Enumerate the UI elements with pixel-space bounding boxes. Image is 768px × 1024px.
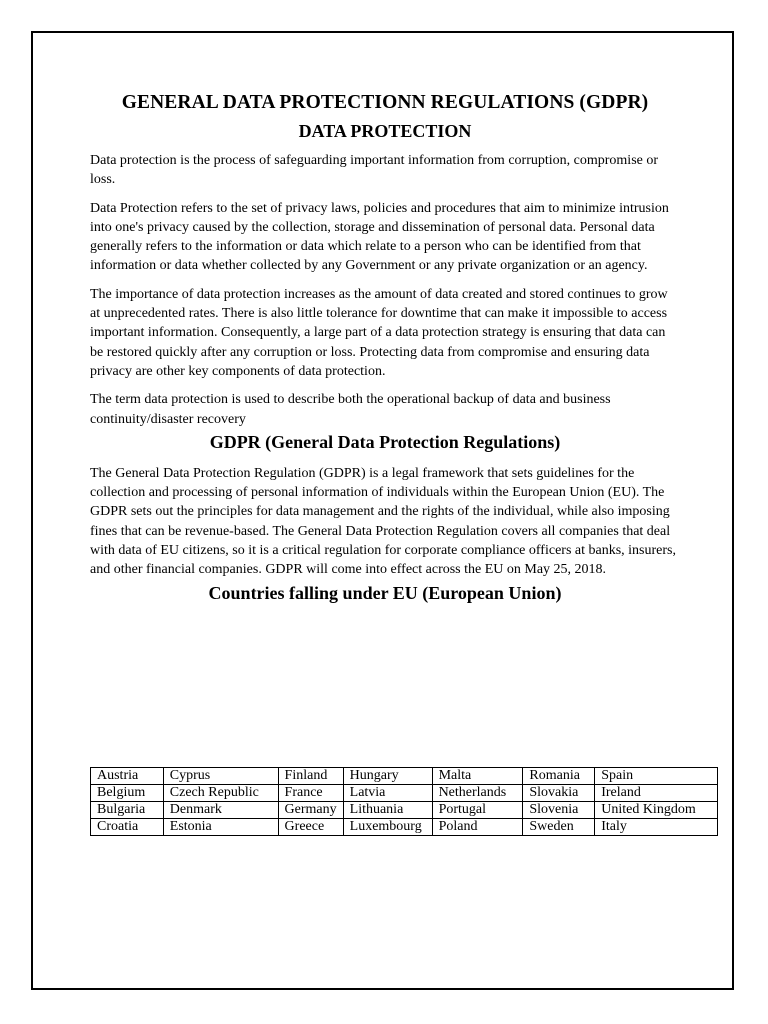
table-cell: Romania (523, 768, 595, 785)
table-cell: United Kingdom (595, 802, 718, 819)
table-cell: Lithuania (343, 802, 432, 819)
table-cell: Finland (278, 768, 343, 785)
section-heading-countries: Countries falling under EU (European Union) (208, 582, 562, 603)
table-cell: France (278, 785, 343, 802)
table-cell: Greece (278, 819, 343, 836)
table-row (91, 802, 718, 819)
table-cell: Austria (91, 768, 164, 785)
table-cell: Sweden (523, 819, 595, 836)
table-cell: Bulgaria (91, 802, 164, 819)
table-cell: Germany (278, 802, 343, 819)
table-cell: Slovenia (523, 802, 595, 819)
table-cell: Croatia (91, 819, 164, 836)
table-row (91, 819, 718, 836)
table-cell: Denmark (163, 802, 278, 819)
section-heading-gdpr: GDPR (General Data Protection Regulations) (209, 431, 561, 452)
table-cell: Czech Republic (163, 785, 278, 802)
table-cell: Italy (595, 819, 718, 836)
table-cell: Malta (432, 768, 523, 785)
paragraph: The General Data Protection Regulation (GDPR) is a legal framework that sets guidelines for the collection and processing of personal information of individuals within the European Union (EU). The GDPR sets out the principles for data management and the rights of the individual, while also imposing fines that can be revenue-based. The General Data Protection Regulation covers all companies that deal with data of EU citizens, so it is a critical regulation for corporate compliance officers at banks, insurers, and other financial companies. GDPR will come into effect across the EU on May 25, 2018. (90, 465, 676, 578)
table-cell: Hungary (343, 768, 432, 785)
eu-countries-table (90, 767, 718, 836)
paragraph: The term data protection is used to describe both the operational backup of data and business continuity/disaster recovery (90, 392, 611, 427)
table-row (91, 785, 718, 802)
table-cell: Luxembourg (343, 819, 432, 836)
table-cell: Belgium (91, 785, 164, 802)
table-cell: Spain (595, 768, 718, 785)
paragraph: Data Protection refers to the set of privacy laws, policies and procedures that aim to minimize intrusion into one's privacy caused by the collection, storage and dissemination of personal data. Personal data generally refers to the information or data which relate to a person who can be identified from that information or data whether collected by any Government or any private organization or an agency. (90, 200, 669, 274)
document-body (90, 88, 680, 606)
table-cell: Latvia (343, 785, 432, 802)
table-cell: Estonia (163, 819, 278, 836)
table-cell: Cyprus (163, 768, 278, 785)
table-cell: Netherlands (432, 785, 523, 802)
table-cell: Poland (432, 819, 523, 836)
paragraph: Data protection is the process of safeguarding important information from corruption, compromise or loss. (90, 153, 659, 188)
section-heading-data-protection: DATA PROTECTION (298, 121, 472, 141)
table-cell: Slovakia (523, 785, 595, 802)
table-row (91, 768, 718, 785)
paragraph: The importance of data protection increases as the amount of data created and stored continues to grow at unprecedented rates. There is also little tolerance for downtime that can make it impossible to access important information. Consequently, a large part of a data protection strategy is ensuring that data can be restored quickly after any corruption or loss. Protecting data from compromise and ensuring data privacy are other key components of data protection. (90, 286, 668, 379)
document-title: GENERAL DATA PROTECTIONN REGULATIONS (GDPR) (121, 92, 649, 113)
table-cell: Ireland (595, 785, 718, 802)
table-cell: Portugal (432, 802, 523, 819)
